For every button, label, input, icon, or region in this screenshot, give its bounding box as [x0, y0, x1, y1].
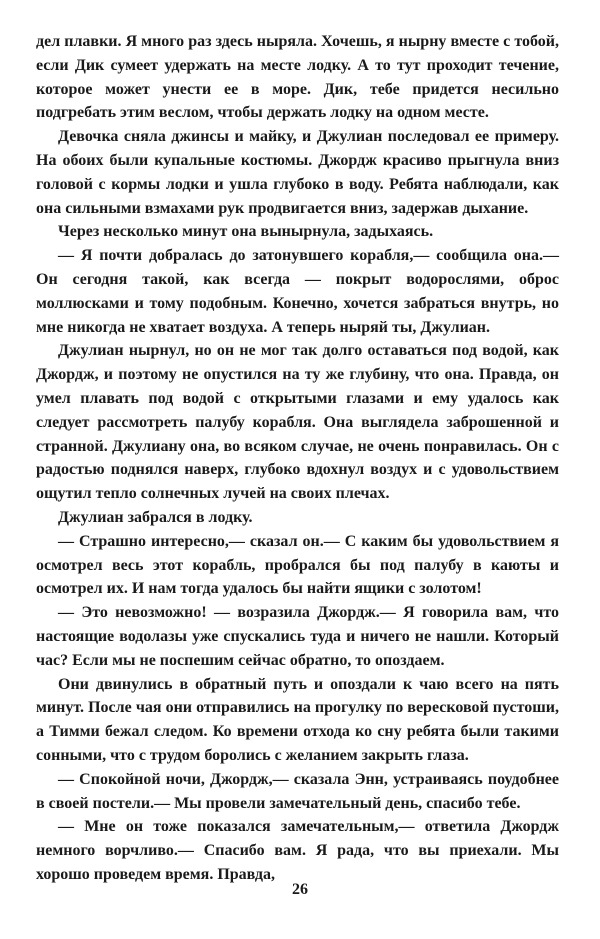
paragraph-10: — Спокойной ночи, Джордж,— сказала Энн, устраиваясь поудобнее в своей постели.— Мы провели замечательный день, спасибо тебе. [36, 770, 559, 812]
paragraph-5: Джулиан нырнул, но он не мог так долго оставаться под водой, как Джордж, и поэтому не опустился на ту же глубину, что она. Правда, он умел плавать под водой с открытыми глазами и ему удалось как следует рассмотреть палубу корабля. Она выглядела заброшенной и странной. Джулиану она, во всяком случае, не очень понравилась. Он с радостью поднялся наверх, глубоко вдохнул воздух и с удовольствием ощутил тепло солнечных лучей на своих плечах. [36, 342, 559, 503]
paragraph-7: — Страшно интересно,— сказал он.— С каким бы удовольствием я осмотрел весь этот корабль, пробрался бы под палубу в каюты и осмотрел их. И нам тогда удалось бы найти ящики с золотом! [36, 532, 559, 598]
paragraph-1: дел плавки. Я много раз здесь ныряла. Хочешь, я нырну вместе с тобой, если Дик сумеет удержать на месте лодку. А то тут проходит течение, которое может унести ее в море. Дик, тебе придется несильно подгребать этим веслом, чтобы держать лодку на одном месте. [36, 33, 559, 122]
paragraph-8: — Это невозможно! — возразила Джордж.— Я говорила вам, что настоящие водолазы уже спускались туда и ничего не нашли. Который час? Если мы не поспешим сейчас обратно, то опоздаем. [36, 604, 559, 669]
paragraph-11: — Мне он тоже показался замечательным,— ответила Джордж немного ворчливо.— Спасибо вам. Я рада, что вы приехали. Мы хорошо проведем время. Правда, [36, 818, 559, 883]
paragraph-4: — Я почти добралась до затонувшего корабля,— сообщила она.— Он сегодня такой, как всегда — покрыт водорослями, оброс моллюсками и тому подобным. Конечно, хочется забраться внутрь, но мне никогда не хватает воздуха. А теперь ныряй ты, Джулиан. [36, 247, 559, 336]
page-number: 26 [292, 881, 308, 898]
book-page-text [36, 30, 559, 910]
paragraph-2: Девочка сняла джинсы и майку, и Джулиан последовал ее примеру. На обоих были купальные костюмы. Джордж красиво прыгнула вниз головой с кормы лодки и ушла глубоко в воду. Ребята наблюдали, как она сильными взмахами рук продвигается вниз, задержав дыхание. [36, 128, 559, 217]
paragraph-9: Они двинулись в обратный путь и опоздали к чаю всего на пять минут. После чая они отправились на прогулку по вересковой пустоши, а Тимми бежал следом. Ко времени отхода ко сну ребята были такими сонными, что с трудом боролись с желанием закрыть глаза. [36, 675, 559, 764]
paragraph-6: Джулиан забрался в лодку. [58, 508, 253, 526]
paragraph-3: Через несколько минут она вынырнула, задыхаясь. [58, 223, 434, 241]
